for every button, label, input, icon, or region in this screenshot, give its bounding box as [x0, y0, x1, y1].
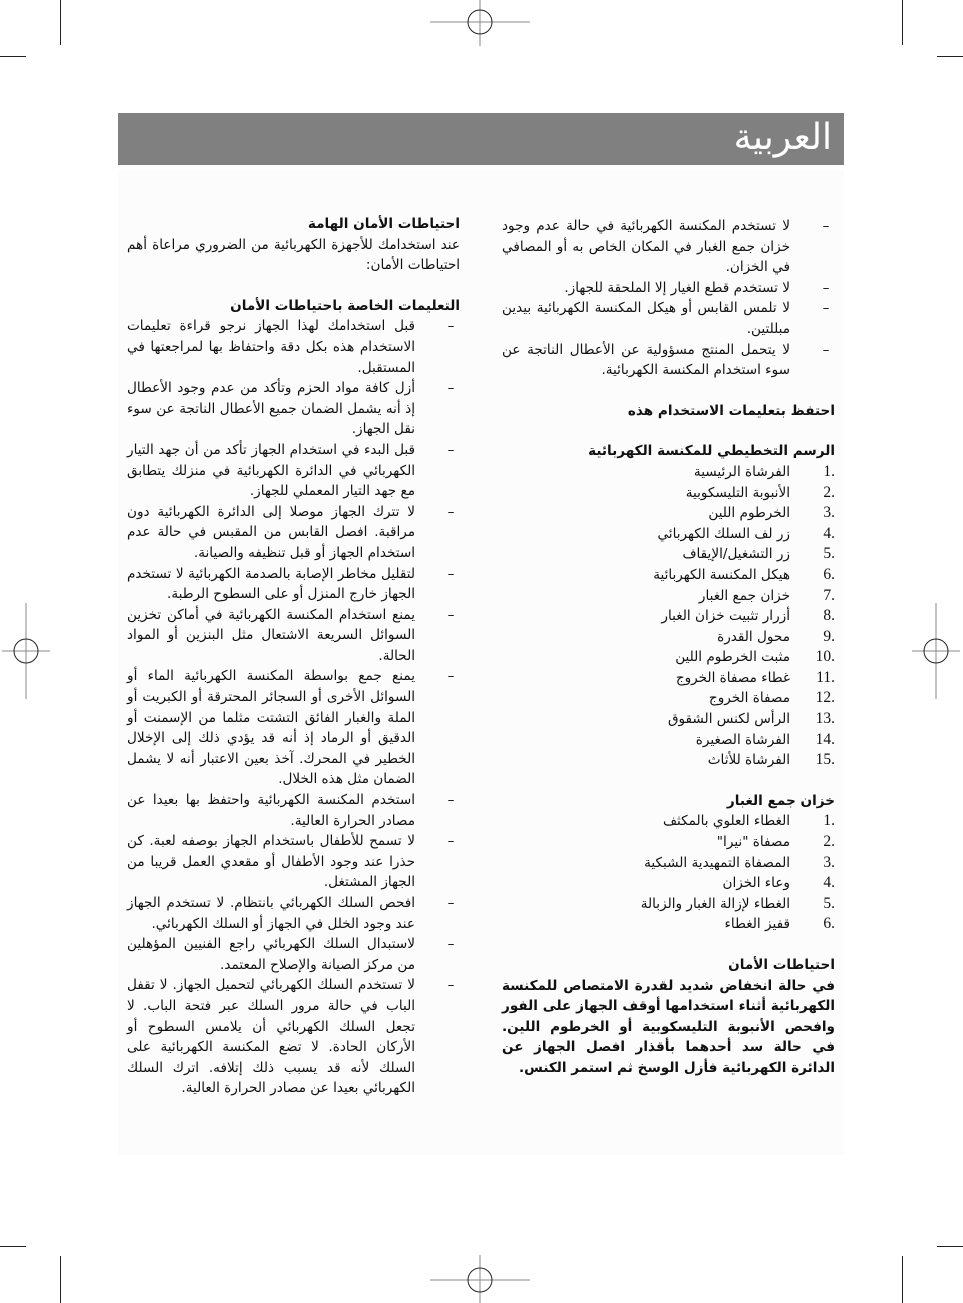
dust-container-heading: خزان جمع الغبار: [726, 792, 835, 809]
list-item: 13. الرأس لكنس الشقوق: [667, 710, 835, 728]
registration-mark-icon: [430, 1255, 530, 1303]
list-item: – لا تلمس القابس أو هيكل المكنسة الكهربائية بيدين مبللتين.: [502, 298, 835, 339]
list-item: – لا تستخدم المكنسة الكهربائية في حالة عدم وجود خزان جمع الغبار في المكان الخاص به أو المصافي في الخزان.: [502, 216, 835, 278]
dash-icon: –: [447, 565, 455, 582]
dash-icon: –: [447, 441, 455, 458]
list-item: – لاستبدال السلك الكهربائي راجع الفنيين المؤهلين من مركز الصيانة والإصلاح المعتمد.: [127, 934, 460, 975]
list-item: 11. غطاء مصفاة الخروج: [675, 668, 835, 686]
list-item: 15. الفرشاة للأثاث: [707, 751, 835, 769]
list-item: 8. أزرار تثبيت خزان الغبار: [661, 607, 835, 625]
list-item: 7. خزان جمع الغبار: [698, 586, 835, 604]
list-item: 2. مصفاة "نيرا": [716, 833, 835, 851]
left-column: [127, 214, 460, 1099]
diagram-heading: الرسم التخطيطي للمكنسة الكهربائية: [588, 443, 835, 460]
list-item: – قبل استخدامك لهذا الجهاز نرجو قراءة تعليمات الاستخدام هذه بكل دقة واحتفاظ بها لمراجعتها في المستقبل.: [127, 316, 460, 378]
list-item: 2. الأنبوبة التليسكوبية: [685, 483, 835, 501]
list-item: – يمنع استخدام المكنسة الكهربائية في أماكن تخزين السوائل السريعة الاشتعال مثل البنزين أو المواد الحالة.: [127, 605, 460, 667]
list-item: – استخدم المكنسة الكهربائية واحتفظ بها بعيدا عن مصادر الحرارة العالية.: [127, 790, 460, 831]
keep-instructions-heading: احتفظ بتعليمات الاستخدام هذه: [627, 402, 835, 419]
crop-mark: [60, 1256, 61, 1303]
dash-icon: –: [447, 833, 455, 850]
crop-mark: [60, 0, 61, 45]
list-item: 10. مثبت الخرطوم اللين: [675, 648, 835, 666]
list-item: – أزل كافة مواد الحزم وتأكد من عدم وجود الأعطال إذ أنه يشمل الضمان جميع الأعطال الناتجة عن سوء نقل الجهاز.: [127, 378, 460, 440]
list-item: 6. هيكل المكنسة الكهربائية: [653, 565, 835, 583]
crop-mark: [0, 1246, 26, 1247]
list-item: 5. زر التشغيل/الإيقاف: [682, 545, 835, 563]
list-item: 4. زر لف السلك الكهربائي: [657, 524, 835, 542]
list-item: 5. الغطاء لإزالة الغبار والزبالة: [640, 894, 835, 912]
diagram-parts-list: [502, 462, 835, 771]
list-item: – لا يتحمل المنتج مسؤولية عن الأعطال الناتجة عن سوء استخدام المكنسة الكهربائية.: [502, 340, 835, 381]
list-item: 3. المصفاة التمهيدية الشبكية: [644, 853, 835, 871]
list-item: – لا تستخدم قطع الغيار إلا الملحقة للجهاز.: [502, 278, 835, 299]
list-item: – لا تسمح للأطفال باستخدام الجهاز بوصفه لعبة. كن حذرا عند وجود الأطفال أو مقعدي العمل قريبا من الجهاز المشتغل.: [127, 831, 460, 893]
dash-icon: –: [447, 895, 455, 911]
safety-instructions-list: [127, 316, 460, 1099]
dash-icon: –: [822, 341, 830, 358]
dash-icon: –: [447, 606, 455, 623]
list-item: – لتقليل مخاطر الإصابة بالصدمة الكهربائية لا تستخدم الجهاز خارج المنزل أو على السطوح الرطبة.: [127, 564, 460, 605]
list-item: 1. الغطاء العلوي بالمكثف: [662, 812, 835, 830]
list-item: – لا تترك الجهاز موصلا إلى الدائرة الكهربائية دون مراقبة. افصل القابس من المقبس في حالة عدم استخدام الجهاز أو قبل تنظيفه والصيانة.: [127, 502, 460, 564]
safety-paragraph: في حالة انخفاض شديد لقدرة الامتصاص للمكنسة الكهربائية أثناء استخدامها أوقف الجهاز على الفور وافحص الأنبوبة التليسكوبية أو الخرطوم اللين. في حالة سد أحدهما بأقذار افصل الجهاز عن الدائرة الكهربائية فأزل الوسخ ثم استمر الكنس.: [502, 977, 835, 1076]
list-item: 12. مصفاة الخروج: [708, 689, 835, 707]
list-item: 6. قفيز الغطاء: [724, 915, 835, 933]
crop-mark: [937, 56, 963, 57]
list-item: 4. وعاء الخزان: [722, 874, 835, 892]
list-item: – افحص السلك الكهربائي بانتظام. لا تستخدم الجهاز عند وجود الخلل في الجهاز أو السلك الكهربائي.: [127, 893, 460, 934]
registration-mark-icon: [430, 0, 530, 48]
list-item: – قبل البدء في استخدام الجهاز تأكد من أن جهد التيار الكهربائي في الدائرة الكهربائية في منزلك يتطابق مع جهد التيار المعملي للجهاز.: [127, 440, 460, 502]
registration-mark-icon: [910, 603, 962, 699]
dash-icon: –: [822, 218, 830, 234]
dash-icon: –: [447, 936, 455, 953]
crop-mark: [937, 1246, 963, 1247]
dash-icon: –: [447, 792, 455, 809]
important-safety-heading: احتياطات الأمان الهامة: [307, 216, 460, 232]
crop-mark: [0, 56, 26, 57]
list-item: – يمنع جمع بواسطة المكنسة الكهربائية الماء أو السوائل الأخرى أو السجائر المحترقة أو الكبريت أو الملة والغبار الفائق التشتت مثلما من الإسمنت أو الدقيق أو الرماد إذ أنه قد يؤدي ذلك إلى الإخلال الخطير في المحرك. آخذ بعين الاعتبار أنه لا يشمل الضمان مثل هذه الخلال.: [127, 666, 460, 790]
list-item: – لا تستخدم السلك الكهربائي لتحميل الجهاز. لا تقفل الباب في حالة مرور السلك عبر فتحة الباب. لا تجعل السلك الكهربائي أن يلامس السطوح أو الأركان الحادة. لا تضع المكنسة الكهربائية على السلك لأنه قد يسبب ذلك إتلافه. اترك السلك الكهربائي بعيدا عن مصادر الحرارة العالية.: [127, 975, 460, 1099]
crop-mark: [902, 1256, 903, 1303]
page-title: العربية: [733, 117, 832, 158]
crop-mark: [902, 0, 903, 45]
dash-icon: –: [447, 503, 455, 520]
dash-icon: –: [447, 668, 455, 685]
language-header-bar: [118, 113, 844, 165]
dash-icon: –: [822, 300, 830, 317]
list-item: 9. محول القدرة: [717, 627, 835, 645]
dash-icon: –: [447, 380, 455, 397]
warnings-list: [502, 216, 835, 381]
list-item: 1. الفرشاة الرئيسية: [693, 462, 835, 480]
dash-icon: –: [447, 977, 455, 994]
dust-container-parts-list: [502, 811, 835, 935]
right-column: [502, 216, 835, 1079]
registration-mark-icon: [0, 603, 52, 699]
dash-icon: –: [447, 318, 455, 335]
list-item: 14. الفرشاة الصغيرة: [695, 730, 835, 748]
intro-paragraph: عند استخدامك للأجهزة الكهربائية من الضروري مراعاة أهم احتياطات الأمان:: [127, 236, 460, 274]
safety-heading: احتياطات الأمان: [728, 957, 835, 973]
dash-icon: –: [822, 279, 830, 296]
safety-instructions-heading: التعليمات الخاصة باحتياطات الأمان: [230, 297, 460, 314]
list-item: 3. الخرطوم اللين: [708, 504, 835, 522]
